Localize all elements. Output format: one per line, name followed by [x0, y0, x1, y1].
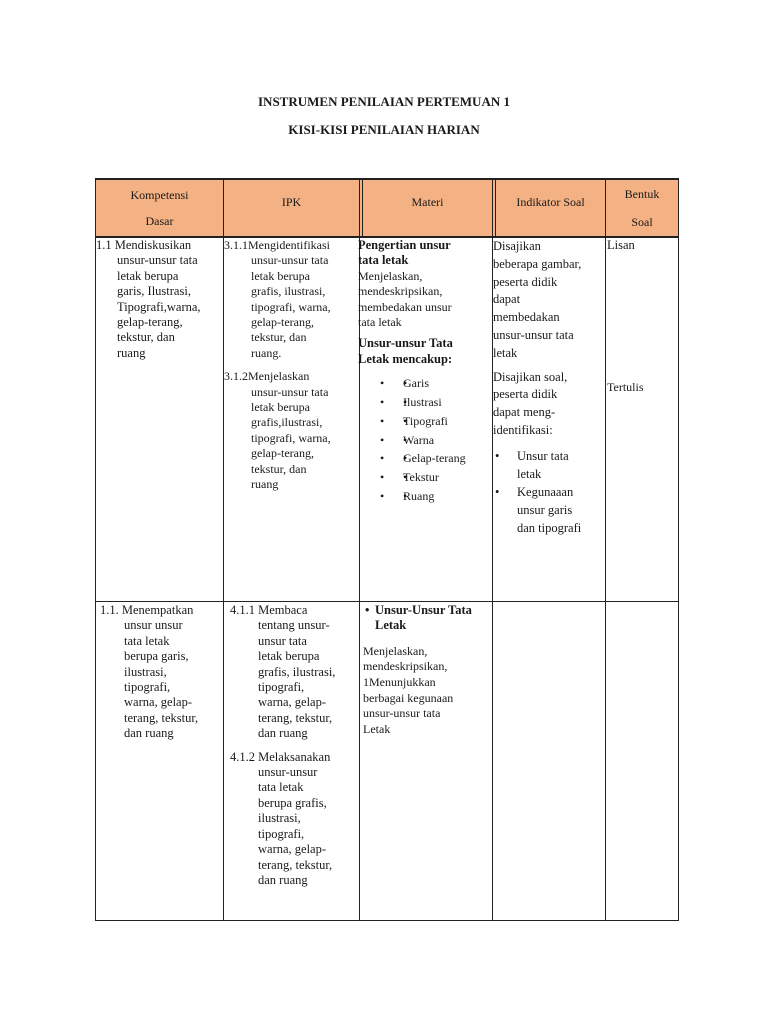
text-line: tipografi, — [124, 680, 171, 695]
text-line: Unsur-Unsur Tata — [375, 603, 472, 617]
text-line: garis, Ilustrasi, — [117, 284, 191, 299]
header-bentuk-soal — [606, 180, 678, 236]
list-item: • Unsur tata letak — [493, 448, 605, 484]
text-line: letak berupa — [251, 268, 310, 283]
text-line: warna, gelap- — [258, 842, 327, 857]
header-indikator-soal: Indikator Soal — [516, 195, 585, 209]
text-line: 1.1 Mendiskusikan — [96, 238, 192, 252]
list-item: • • Ilustrasi — [358, 393, 492, 412]
row1-bentuk-tertulis: Tertulis — [607, 380, 644, 394]
materi-subheading — [358, 336, 492, 367]
text-line: Pengertian unsur — [358, 238, 451, 252]
text-line: tipografi, warna, — [251, 430, 331, 445]
text-line: dapat meng- — [493, 405, 556, 420]
text-line: 1Menunjukkan — [363, 675, 436, 689]
text-line: warna, gelap- — [258, 695, 327, 710]
text-line: letak berupa — [251, 400, 310, 415]
text-line: 1.1. Menempatkan — [100, 603, 194, 617]
text-line: identifikasi: — [493, 422, 553, 437]
text-line: berupa grafis, — [258, 795, 327, 810]
text-line: dan ruang — [258, 872, 308, 887]
header-bentuk-line2: Soal — [631, 215, 653, 229]
row2-ipk — [230, 603, 359, 888]
text-line: Kegunaaan — [517, 485, 574, 500]
text-line: Letak mencakup: — [358, 351, 453, 366]
text-line: ruang — [251, 477, 279, 492]
text-line: membedakan unsur — [358, 299, 452, 314]
text-line: tata letak — [358, 315, 402, 330]
header-bentuk-line1: Bentuk — [624, 187, 660, 201]
header-kd-line2: Dasar — [145, 214, 174, 228]
text-line: mendeskripsikan, — [363, 659, 448, 674]
text-line: dan ruang — [258, 726, 308, 741]
text-line: Tipografi,warna, — [117, 299, 201, 314]
text-line: tipografi, — [258, 826, 305, 841]
text-line: ruang — [117, 345, 146, 360]
text-line: Menjelaskan, — [358, 268, 423, 283]
text-line: Letak — [375, 618, 407, 633]
text-line: terang, tekstur, — [124, 710, 199, 725]
text-line: unsur-unsur tata — [363, 706, 441, 721]
row1-indikator-soal — [493, 238, 605, 538]
text-line: gelap-terang, — [251, 446, 314, 461]
table-border-top — [95, 178, 679, 180]
text-line: dapat — [493, 292, 521, 307]
text-line: mendeskripsikan, — [358, 284, 443, 299]
text-line: tekstur, dan — [117, 330, 175, 345]
text-line: beberapa gambar, — [493, 256, 582, 271]
document-subtitle: KISI-KISI PENILAIAN HARIAN — [288, 122, 480, 137]
text-line: 4.1.2 Melaksanakan — [230, 749, 331, 764]
text-line: 3.1.2Menjelaskan — [224, 369, 310, 384]
indikator-a — [493, 238, 605, 363]
header-kd-line1: Kompetensi — [130, 188, 189, 202]
text-line: unsur-unsur tata — [493, 327, 574, 342]
ipk-item-3-1-1 — [224, 238, 359, 361]
text-line: Unsur tata — [517, 448, 569, 463]
text-line: tentang unsur- — [258, 618, 330, 633]
text-line: gelap-terang, — [117, 315, 183, 330]
document-title: INSTRUMEN PENILAIAN PERTEMUAN 1 — [258, 94, 510, 109]
text-line: peserta didik — [493, 274, 558, 289]
text-line: warna, gelap- — [124, 695, 193, 710]
text-line: Menjelaskan, — [363, 643, 428, 658]
text-line: letak berupa — [117, 268, 179, 283]
text-line: letak — [517, 466, 542, 481]
materi-heading — [358, 238, 492, 269]
text-line: grafis, ilustrasi, — [251, 284, 326, 299]
table-row-divider — [95, 601, 679, 602]
text-line: tekstur, dan — [251, 330, 307, 345]
text-line: grafis,ilustrasi, — [251, 415, 323, 430]
text-line: letak — [493, 345, 518, 360]
text-line: ilustrasi, — [124, 664, 167, 679]
text-line: Disajikan — [493, 239, 541, 253]
ipk-item-4-1-1 — [230, 603, 359, 742]
text-line: unsur-unsur tata — [117, 253, 198, 268]
text-line: 4.1.1 Membaca — [230, 603, 308, 617]
header-kompetensi-dasar — [96, 182, 223, 234]
ipk-item-4-1-2 — [230, 750, 359, 889]
text-line: unsur unsur — [124, 618, 183, 633]
row1-kompetensi-dasar — [96, 238, 223, 361]
text-line: tata letak — [358, 253, 409, 268]
materi-list — [358, 374, 492, 506]
text-line: grafis, ilustrasi, — [258, 664, 336, 679]
column-divider-4 — [605, 178, 606, 921]
text-line: terang, tekstur, — [258, 710, 333, 725]
table-border-right — [678, 178, 679, 921]
row2-materi — [363, 603, 492, 737]
text-line: berbagai kegunaan — [363, 690, 454, 705]
text-line: unsur garis — [517, 503, 573, 518]
list-item: • • Tipografi — [358, 412, 492, 431]
text-line: membedakan — [493, 310, 560, 325]
header-materi: Materi — [411, 195, 444, 209]
text-line: dan ruang — [124, 726, 174, 741]
text-line: berupa garis, — [124, 649, 189, 664]
row1-materi — [358, 238, 492, 506]
text-line: ilustrasi, — [258, 811, 301, 826]
materi-heading: • Unsur-Unsur Tata Letak — [363, 603, 492, 634]
text-line: unsur tata — [258, 633, 307, 648]
text-line: tata letak — [124, 633, 170, 648]
row1-ipk — [224, 238, 359, 493]
table-border-bottom — [95, 920, 679, 921]
indikator-list — [493, 448, 605, 538]
row2-kompetensi-dasar — [100, 603, 223, 742]
text-line: peserta didik — [493, 387, 558, 402]
row1-bentuk-lisan: Lisan — [607, 238, 635, 252]
text-line: ruang. — [251, 345, 282, 360]
list-item: • • Ruang — [358, 487, 492, 506]
list-item: • • Warna — [358, 431, 492, 450]
text-line: terang, tekstur, — [258, 857, 333, 872]
text-line: tipografi, — [258, 680, 305, 695]
materi-description — [358, 269, 492, 331]
text-line: Letak — [363, 721, 391, 736]
header-ipk: IPK — [281, 195, 302, 209]
list-item: • Kegunaaan unsur garis dan tipografi — [493, 484, 605, 537]
text-line: unsur-unsur — [258, 765, 318, 780]
list-item: • • Gelap-terang — [358, 449, 492, 468]
text-line: 3.1.1Mengidentifikasi — [224, 238, 330, 252]
indikator-b — [493, 369, 605, 440]
text-line: unsur-unsur tata — [251, 384, 329, 399]
text-line: Disajikan soal, — [493, 369, 568, 384]
text-line: unsur-unsur tata — [251, 253, 329, 268]
text-line: tipografi, warna, — [251, 299, 331, 314]
ipk-item-3-1-2 — [224, 369, 359, 492]
list-item: • • Tekstur — [358, 468, 492, 487]
text-line: gelap-terang, — [251, 315, 314, 330]
materi-description — [363, 644, 492, 738]
list-item: • • Garis — [358, 374, 492, 393]
text-line: tata letak — [258, 780, 304, 795]
text-line: dan tipografi — [517, 520, 582, 535]
text-line: tekstur, dan — [251, 461, 307, 476]
text-line: letak berupa — [258, 649, 320, 664]
text-line: Unsur-unsur Tata — [358, 336, 453, 351]
